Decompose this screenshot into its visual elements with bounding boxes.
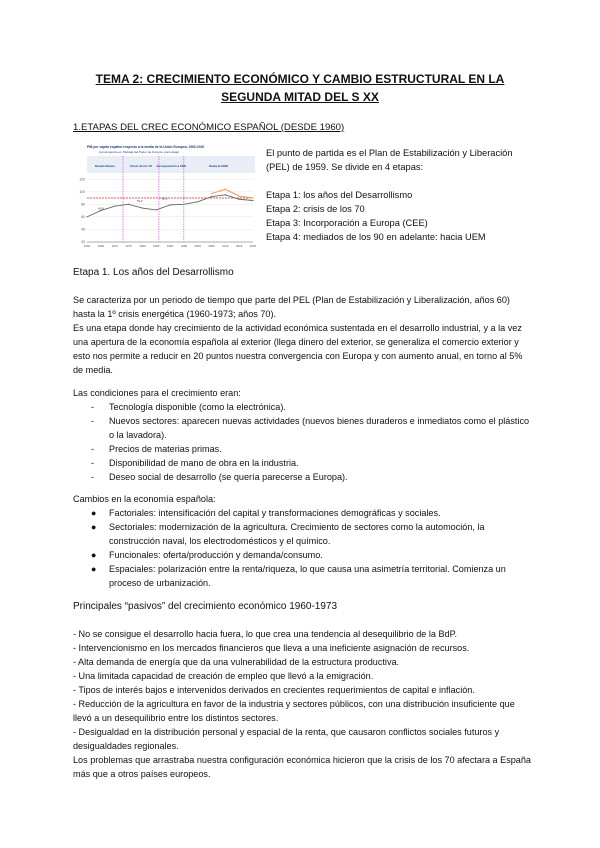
conditions-block: [73, 386, 533, 484]
gdp-convergence-chart: [73, 142, 256, 252]
pasivos-list: [73, 627, 533, 781]
bullet-icon: ●: [91, 564, 97, 574]
changes-list: [73, 506, 533, 590]
data-point: [211, 193, 212, 194]
data-point: [183, 204, 184, 205]
data-point: [252, 197, 253, 198]
pasivo-item: - No se consigue el desarrollo hacia fuera, lo que crea una tendencia al desequilibrio de la BdP.: [73, 629, 458, 639]
changes-block: [73, 492, 533, 590]
etapa1-paragraph-2: Es una etapa donde hay crecimiento de la actividad económica sustentada en el desarrollo industrial, y a la vez una apertura de la economía española al exterior (llega dinero del exterior, se generaliza el comercio exterior y esto nos permite a reducir en 20 puntos nuestra convergencia con Europa y con aumento anual, en torno al 5% de media.: [73, 323, 523, 375]
pasivo-item: - Desigualdad en la distribución personal y espacial de la renta, que causaron conflictos sociales futuros y desigualdades regionales.: [73, 727, 500, 751]
x-tick-label: 1960: [83, 244, 91, 248]
y-tick-label: 80: [81, 202, 85, 207]
data-point: [169, 204, 170, 205]
data-point: [142, 207, 143, 208]
list-item: - Disponibilidad de mano de obra en la industria.: [91, 458, 299, 468]
data-point: [225, 194, 226, 195]
pasivo-item: - Una limitada capacidad de creación de empleo que llevó a la emigración.: [73, 671, 374, 681]
data-label: 90,5: [161, 196, 168, 201]
etapa-item: Etapa 4: mediados de los 90 en adelante: hacia UEM: [266, 232, 486, 242]
etapa-item: Etapa 1: los años del Desarrollismo: [266, 190, 413, 200]
etapa1-heading: Etapa 1. Los años del Desarrollismo: [73, 267, 234, 278]
x-tick-label: 1975: [125, 244, 132, 248]
data-point: [197, 201, 198, 202]
phase-label: Hacia la UEM: [208, 164, 228, 168]
y-tick-label: 40: [81, 227, 85, 232]
x-tick-label: 1995: [180, 244, 188, 248]
changes-intro: Cambios en la economía española:: [73, 494, 216, 504]
conditions-intro: Las condiciones para el crecimiento eran:: [73, 388, 241, 398]
x-tick-label: 2015: [235, 244, 243, 248]
data-point: [239, 196, 240, 197]
document-title: [60, 70, 540, 106]
x-tick-label: 1985: [152, 244, 160, 248]
etapa1-body: [73, 293, 533, 377]
pasivo-item: Los problemas que arrastraba nuestra configuración económica hicieron que la crisis de los 70 afectara a España más que a otros países europeos.: [73, 755, 531, 779]
data-point: [239, 199, 240, 200]
phase-label: Incorporación a CEE: [156, 164, 187, 168]
list-item: ● Factoriales: intensificación del capital y transformaciones demográficas y sociales.: [91, 508, 441, 518]
data-point: [211, 196, 212, 197]
y-tick-label: 60: [81, 215, 85, 220]
x-tick-label: 1970: [111, 244, 118, 248]
list-item: - Nuevos sectores: aparecen nuevas actividades (nuevos bienes duraderos e inmediatos como el plástico o la lavadora).: [91, 416, 530, 440]
x-tick-label: 2020: [249, 244, 256, 248]
title-line-1: TEMA 2: CRECIMIENTO ECONÓMICO Y CAMBIO ESTRUCTURAL EN LA: [95, 72, 505, 86]
etapa-item: Etapa 3: Incorporación a Europa (CEE): [266, 218, 428, 228]
pasivo-item: - Alta demanda de energía que da una vulnerabilidad de la estructura productiva.: [73, 657, 400, 667]
y-tick-label: 100: [79, 189, 85, 194]
etapa1-paragraph-1: Se caracteriza por un periodo de tiempo que parte del PEL (Plan de Estabilización y Liberalización, años 60) hasta la 1º crisis energética (1960-1973; años 70).: [73, 295, 510, 319]
list-item: ● Sectoriales: modernización de la agricultura. Crecimiento de sectores como la automoción, la construcción naval, los electrodomésticos y el químico.: [91, 522, 485, 546]
list-item: ● Funcionales: oferta/producción y demanda/consumo.: [91, 550, 323, 560]
list-item: - Tecnología disponible (como la electrónica).: [91, 402, 286, 412]
data-point: [86, 216, 87, 217]
y-tick-label: 20: [81, 240, 85, 245]
bullet-icon: ●: [91, 522, 97, 532]
chart-caption-line-2: (convergencia en Paridad del Poder de Compra, porcentaje): [99, 150, 180, 154]
intro-paragraph: El punto de partida es el Plan de Estabilización y Liberación (PEL) de 1959. Se divide en 4 etapas:: [266, 148, 513, 172]
list-item: - Precios de materias primas.: [91, 444, 222, 454]
pasivo-item: - Tipos de interés bajos e intervenidos derivados en crecientes requerimientos de capital e inflación.: [73, 685, 475, 695]
etapa-item: Etapa 2: crisis de los 70: [266, 204, 365, 214]
intro-block: [266, 146, 536, 244]
section-1-heading: 1.ETAPAS DEL CREC ECONÓMICO ESPAÑOL (DESDE 1960): [73, 122, 345, 133]
x-tick-label: 1965: [97, 244, 105, 248]
bullet-icon: ●: [91, 550, 97, 560]
conditions-list: [73, 400, 533, 484]
phase-label: Desarrollismo: [94, 164, 115, 168]
x-tick-label: 1990: [166, 244, 174, 248]
pasivo-item: - Intervencionismo en los mercados financieros que lleva a una ineficiente asignación de recursos.: [73, 643, 470, 653]
x-tick-label: 2005: [208, 244, 215, 248]
data-label: 79,3: [136, 198, 143, 203]
data-point: [156, 209, 157, 210]
bullet-icon: ●: [91, 508, 97, 518]
data-label: 60,8: [98, 206, 104, 211]
phase-label: Crisis de los 70: [129, 164, 152, 168]
data-point: [225, 189, 226, 190]
list-item: - Deseo social de desarrollo (se quería parecerse a Europa).: [91, 472, 348, 482]
y-tick-label: 120: [79, 177, 85, 182]
data-point: [252, 200, 253, 201]
chart-caption-line-1: PIB per cápita español respecto a la media de la Unión Europea, 1960-2020: [87, 145, 205, 149]
title-line-2: SEGUNDA MITAD DEL S XX: [221, 90, 379, 104]
data-point: [128, 204, 129, 205]
x-tick-label: 1980: [139, 244, 146, 248]
x-tick-label: 2010: [222, 244, 229, 248]
pasivos-heading: Principales “pasivos” del crecimiento económico 1960-1973: [73, 601, 338, 612]
data-point: [114, 206, 115, 207]
pasivo-item: - Reducción de la agricultura en favor de la industria y sectores públicos, con una distribución insuficiente que llevó a un desequilibrio entre los distintos sectores.: [73, 699, 515, 723]
list-item: ● Espaciales: polarización entre la renta/riqueza, lo que causa una asimetría territorial. Comienza un proceso de urbanización.: [91, 564, 506, 588]
x-tick-label: 2000: [194, 244, 201, 248]
